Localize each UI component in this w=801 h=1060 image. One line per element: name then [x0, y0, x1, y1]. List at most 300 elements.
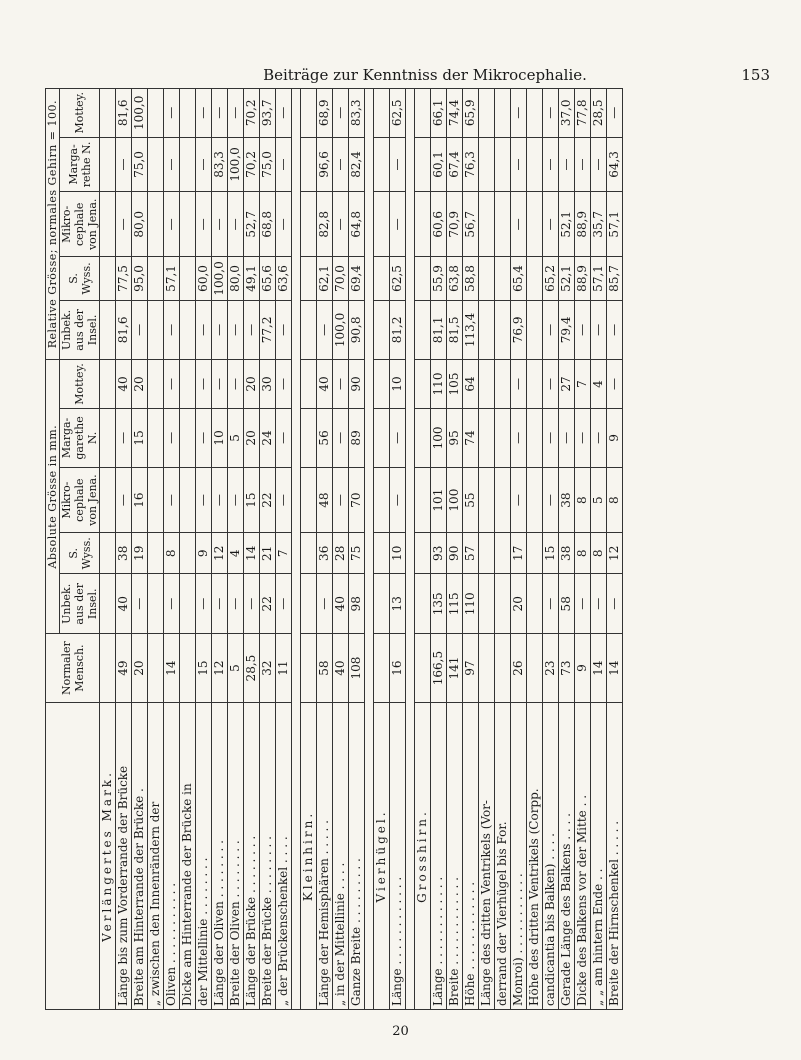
empty-cell	[374, 468, 390, 533]
cell-abs-1: 21	[260, 533, 276, 574]
cell-rel-4	[495, 89, 511, 138]
row-label: der Mittellinie . . . . . . . .	[196, 703, 212, 1010]
cell-abs-0: —	[164, 574, 180, 634]
empty-cell	[301, 408, 317, 467]
cell-abs-2	[479, 468, 495, 533]
cell-abs-0: —	[196, 574, 212, 634]
cell-abs-0: 40	[333, 574, 349, 634]
cell-normal: 9	[575, 634, 591, 703]
cell-rel-3: —	[276, 137, 292, 192]
cell-rel-4: 83,3	[349, 89, 365, 138]
cell-abs-4: —	[543, 360, 559, 409]
cell-abs-4: —	[164, 360, 180, 409]
cell-rel-0: —	[543, 300, 559, 360]
cell-abs-2: —	[228, 468, 244, 533]
table-row	[196, 89, 212, 1010]
cell-rel-1: 80,0	[228, 257, 244, 300]
cell-rel-0: 81,6	[116, 300, 132, 360]
cell-rel-3: —	[196, 137, 212, 192]
cell-rel-0: 81,2	[390, 300, 406, 360]
cell-rel-3: 76,3	[463, 137, 479, 192]
cell-abs-3: 5	[228, 408, 244, 467]
rotated-table-frame	[45, 88, 767, 1010]
row-label: „ der Brückenschenkel . . . .	[276, 703, 292, 1010]
empty-cell	[301, 468, 317, 533]
cell-rel-0	[148, 300, 164, 360]
row-label: Breite der Hirnschenkel . . . . .	[607, 703, 623, 1010]
table-row	[511, 89, 527, 1010]
cell-abs-0	[148, 574, 164, 634]
empty-cell	[301, 192, 317, 257]
cell-normal: 14	[607, 634, 623, 703]
table-body	[100, 89, 623, 1010]
cell-abs-1: 57	[463, 533, 479, 574]
cell-abs-3: —	[511, 408, 527, 467]
cell-normal: 12	[212, 634, 228, 703]
cell-abs-3: —	[276, 408, 292, 467]
cell-abs-1: 4	[228, 533, 244, 574]
cell-abs-2: —	[212, 468, 228, 533]
cell-abs-3: 100	[431, 408, 447, 467]
table-row	[463, 89, 479, 1010]
cell-rel-2: —	[212, 192, 228, 257]
empty-cell	[374, 89, 390, 138]
cell-rel-3	[495, 137, 511, 192]
row-label: Oliven . . . . . . . . . . .	[164, 703, 180, 1010]
cell-rel-2: 70,9	[447, 192, 463, 257]
empty-cell	[301, 257, 317, 300]
cell-rel-0: 113,4	[463, 300, 479, 360]
cell-abs-1: 10	[390, 533, 406, 574]
cell-rel-1	[479, 257, 495, 300]
cell-rel-4: 81,6	[116, 89, 132, 138]
cell-normal: 49	[116, 634, 132, 703]
cell-rel-4	[527, 89, 543, 138]
row-label: Ganze Breite . . . . . . . . .	[349, 703, 365, 1010]
table-row	[228, 89, 244, 1010]
cell-abs-2: 48	[317, 468, 333, 533]
empty-cell	[374, 360, 390, 409]
cell-normal: 16	[390, 634, 406, 703]
cell-abs-4: —	[333, 360, 349, 409]
col-rel-4-header: Mottey.	[60, 89, 100, 138]
empty-cell	[415, 192, 431, 257]
cell-normal: 108	[349, 634, 365, 703]
empty-cell	[415, 574, 431, 634]
cell-rel-2: 82,8	[317, 192, 333, 257]
cell-rel-4: 62,5	[390, 89, 406, 138]
cell-rel-3: 82,4	[349, 137, 365, 192]
cell-abs-4: 20	[244, 360, 260, 409]
table-row	[495, 89, 511, 1010]
row-label: Länge des dritten Ventrikels (Vor-	[479, 703, 495, 1010]
cell-rel-2: —	[228, 192, 244, 257]
cell-normal: 32	[260, 634, 276, 703]
cell-abs-4: 7	[575, 360, 591, 409]
cell-abs-3: —	[164, 408, 180, 467]
cell-rel-2: 80,0	[132, 192, 148, 257]
cell-rel-3: —	[164, 137, 180, 192]
cell-rel-1: 88,9	[575, 257, 591, 300]
cell-abs-2: —	[390, 468, 406, 533]
row-label: Höhe des dritten Ventrikels (Corpp.	[527, 703, 543, 1010]
cell-rel-3: —	[511, 137, 527, 192]
empty-cell	[374, 574, 390, 634]
col-abs-3-header: Marga-garethe N.	[60, 408, 100, 467]
cell-rel-3: —	[543, 137, 559, 192]
empty-cell	[301, 634, 317, 703]
cell-rel-4: —	[276, 89, 292, 138]
cell-rel-3	[180, 137, 196, 192]
cell-abs-0: —	[591, 574, 607, 634]
cell-abs-1: 90	[447, 533, 463, 574]
empty-cell	[415, 257, 431, 300]
cell-abs-3: 24	[260, 408, 276, 467]
cell-rel-2	[479, 192, 495, 257]
row-label: Breite der Oliven . . . . . . . .	[228, 703, 244, 1010]
table-row	[559, 89, 575, 1010]
measurement-table	[45, 88, 623, 1010]
cell-abs-2: —	[116, 468, 132, 533]
cell-rel-1: 70,0	[333, 257, 349, 300]
cell-abs-2: —	[333, 468, 349, 533]
cell-abs-1: 14	[244, 533, 260, 574]
cell-abs-2: 5	[591, 468, 607, 533]
empty-cell	[415, 300, 431, 360]
cell-rel-1: 69,4	[349, 257, 365, 300]
cell-rel-3	[527, 137, 543, 192]
cell-rel-2: 35,7	[591, 192, 607, 257]
cell-rel-4: 68,9	[317, 89, 333, 138]
cell-rel-4	[180, 89, 196, 138]
spacer-cell	[365, 89, 374, 1010]
cell-abs-0: —	[228, 574, 244, 634]
table-row	[276, 89, 292, 1010]
cell-abs-4	[148, 360, 164, 409]
empty-cell	[100, 257, 116, 300]
cell-rel-1: 49,1	[244, 257, 260, 300]
cell-abs-1	[180, 533, 196, 574]
table-row	[244, 89, 260, 1010]
cell-rel-4: —	[212, 89, 228, 138]
col-abs-2-header: Mikro-cephale von Jena.	[60, 468, 100, 533]
cell-normal: 20	[132, 634, 148, 703]
cell-abs-1: 15	[543, 533, 559, 574]
cell-abs-1: 17	[511, 533, 527, 574]
cell-abs-4	[527, 360, 543, 409]
cell-abs-0: 20	[511, 574, 527, 634]
cell-abs-3	[479, 408, 495, 467]
cell-normal	[479, 634, 495, 703]
cell-rel-0	[180, 300, 196, 360]
cell-rel-2	[180, 192, 196, 257]
cell-rel-2: —	[511, 192, 527, 257]
cell-rel-0: —	[132, 300, 148, 360]
row-label: Länge der Oliven . . . . . . . .	[212, 703, 228, 1010]
cell-normal	[527, 634, 543, 703]
cell-rel-2: 56,7	[463, 192, 479, 257]
cell-abs-0: 135	[431, 574, 447, 634]
row-label: Breite . . . . . . . . . . . .	[447, 703, 463, 1010]
cell-rel-4: 74,4	[447, 89, 463, 138]
cell-rel-0: 77,2	[260, 300, 276, 360]
table-row	[333, 89, 349, 1010]
cell-abs-4: —	[511, 360, 527, 409]
table-row	[260, 89, 276, 1010]
cell-normal: 141	[447, 634, 463, 703]
cell-rel-2: —	[116, 192, 132, 257]
cell-rel-2: 88,9	[575, 192, 591, 257]
cell-abs-2: —	[196, 468, 212, 533]
cell-abs-0: —	[132, 574, 148, 634]
cell-abs-1: 38	[559, 533, 575, 574]
col-abs-1-header: S. Wyss.	[60, 533, 100, 574]
section-title: Grosshirn.	[415, 703, 431, 1010]
cell-rel-4: —	[333, 89, 349, 138]
section-row	[374, 89, 390, 1010]
cell-rel-4: —	[543, 89, 559, 138]
cell-abs-1: 8	[575, 533, 591, 574]
spacer-cell	[406, 89, 415, 1010]
spacer-row	[406, 89, 415, 1010]
cell-normal: 28,5	[244, 634, 260, 703]
cell-rel-0	[527, 300, 543, 360]
empty-cell	[301, 574, 317, 634]
cell-rel-0: —	[317, 300, 333, 360]
cell-abs-3: 15	[132, 408, 148, 467]
table-wrap	[45, 88, 767, 1010]
cell-rel-4: —	[228, 89, 244, 138]
cell-abs-1: 8	[591, 533, 607, 574]
table-row	[390, 89, 406, 1010]
cell-abs-2: 22	[260, 468, 276, 533]
col-normal-header: Normaler Mensch.	[46, 634, 100, 703]
row-label: Länge . . . . . . . . . . . .	[390, 703, 406, 1010]
cell-rel-4: 28,5	[591, 89, 607, 138]
cell-abs-1: 8	[164, 533, 180, 574]
cell-abs-2	[527, 468, 543, 533]
spacer-row	[365, 89, 374, 1010]
cell-abs-4: 27	[559, 360, 575, 409]
empty-cell	[301, 300, 317, 360]
footer-number: 20	[392, 1024, 409, 1039]
cell-abs-0	[180, 574, 196, 634]
cell-abs-4: 30	[260, 360, 276, 409]
cell-abs-2: 8	[607, 468, 623, 533]
cell-normal	[180, 634, 196, 703]
empty-cell	[415, 533, 431, 574]
cell-rel-3: —	[116, 137, 132, 192]
cell-rel-4: 77,8	[575, 89, 591, 138]
table-row	[447, 89, 463, 1010]
cell-abs-1: 19	[132, 533, 148, 574]
cell-abs-1: 36	[317, 533, 333, 574]
cell-abs-2: 55	[463, 468, 479, 533]
cell-abs-4: —	[196, 360, 212, 409]
cell-rel-3: 60,1	[431, 137, 447, 192]
cell-normal: 40	[333, 634, 349, 703]
cell-rel-3: 67,4	[447, 137, 463, 192]
group-relative-header: Relative Grösse; normales Gehirn = 100.	[46, 89, 60, 360]
cell-abs-1: 75	[349, 533, 365, 574]
cell-rel-4	[148, 89, 164, 138]
cell-normal: 14	[591, 634, 607, 703]
table-row	[591, 89, 607, 1010]
cell-normal: 73	[559, 634, 575, 703]
section-row	[415, 89, 431, 1010]
cell-rel-2: —	[543, 192, 559, 257]
cell-rel-2: —	[333, 192, 349, 257]
cell-rel-0: 81,1	[431, 300, 447, 360]
cell-abs-2	[495, 468, 511, 533]
page-number: 153	[741, 66, 770, 84]
empty-cell	[100, 300, 116, 360]
cell-abs-1	[479, 533, 495, 574]
row-label: „ in der Mittellinie . . . .	[333, 703, 349, 1010]
cell-rel-0: —	[164, 300, 180, 360]
cell-rel-0: 76,9	[511, 300, 527, 360]
cell-abs-0: —	[212, 574, 228, 634]
cell-abs-3	[495, 408, 511, 467]
cell-abs-0	[495, 574, 511, 634]
cell-normal	[495, 634, 511, 703]
cell-rel-1: 63,6	[276, 257, 292, 300]
empty-cell	[100, 408, 116, 467]
cell-abs-3: —	[575, 408, 591, 467]
cell-rel-2: —	[164, 192, 180, 257]
cell-abs-4: 110	[431, 360, 447, 409]
cell-rel-1	[148, 257, 164, 300]
table-row	[349, 89, 365, 1010]
group-header-row	[46, 89, 60, 1010]
col-rel-3-header: Marga-rethe N.	[60, 137, 100, 192]
spacer-row	[292, 89, 301, 1010]
cell-abs-3	[148, 408, 164, 467]
empty-cell	[301, 360, 317, 409]
cell-abs-3	[527, 408, 543, 467]
cell-rel-3: —	[390, 137, 406, 192]
row-label: Länge bis zum Vorderrande der Brücke	[116, 703, 132, 1010]
col-abs-0-header: Unbek. aus der Insel.	[60, 574, 100, 634]
row-label: Gerade Länge des Balkens . . . .	[559, 703, 575, 1010]
cell-rel-4: 65,9	[463, 89, 479, 138]
cell-rel-2	[495, 192, 511, 257]
cell-rel-3: 75,0	[260, 137, 276, 192]
cell-normal: 15	[196, 634, 212, 703]
row-label: Breite am Hinterrande der Brücke .	[132, 703, 148, 1010]
row-label: Dicke des Balkens vor der Mitte . .	[575, 703, 591, 1010]
empty-cell	[374, 137, 390, 192]
cell-abs-2: 38	[559, 468, 575, 533]
cell-rel-1: 57,1	[164, 257, 180, 300]
cell-rel-1	[180, 257, 196, 300]
cell-rel-0: 79,4	[559, 300, 575, 360]
empty-cell	[415, 408, 431, 467]
cell-rel-2: 52,7	[244, 192, 260, 257]
col-rel-1-header: S. Wyss.	[60, 257, 100, 300]
cell-rel-3: —	[575, 137, 591, 192]
cell-abs-0: 40	[116, 574, 132, 634]
cell-rel-1: 65,4	[511, 257, 527, 300]
col-rel-2-header: Mikro-cephale von Jena.	[60, 192, 100, 257]
cell-abs-2	[180, 468, 196, 533]
cell-abs-1: 93	[431, 533, 447, 574]
cell-abs-1: 7	[276, 533, 292, 574]
cell-abs-4: 64	[463, 360, 479, 409]
row-label: derrand der Vierhügel bis For.	[495, 703, 511, 1010]
cell-abs-0	[527, 574, 543, 634]
empty-cell	[301, 89, 317, 138]
cell-abs-3: 56	[317, 408, 333, 467]
cell-abs-4: 40	[116, 360, 132, 409]
cell-normal: 58	[317, 634, 333, 703]
cell-rel-1: 85,7	[607, 257, 623, 300]
empty-cell	[374, 192, 390, 257]
cell-rel-3: 96,6	[317, 137, 333, 192]
empty-cell	[415, 360, 431, 409]
cell-abs-2	[148, 468, 164, 533]
cell-rel-4: —	[164, 89, 180, 138]
empty-cell	[415, 634, 431, 703]
cell-rel-3: 100,0	[228, 137, 244, 192]
row-label: Monroi) . . . . . . . . . . .	[511, 703, 527, 1010]
section-row	[100, 89, 116, 1010]
cell-abs-1: 28	[333, 533, 349, 574]
section-row	[301, 89, 317, 1010]
cell-rel-2: 57,1	[607, 192, 623, 257]
cell-abs-1: 12	[212, 533, 228, 574]
cell-abs-4	[180, 360, 196, 409]
cell-rel-1: 65,6	[260, 257, 276, 300]
row-label: Länge . . . . . . . . . . . .	[431, 703, 447, 1010]
cell-rel-0: 81,5	[447, 300, 463, 360]
cell-rel-3: 70,2	[244, 137, 260, 192]
cell-rel-2: 68,8	[260, 192, 276, 257]
row-label: Länge der Hemisphären . . . . .	[317, 703, 333, 1010]
cell-rel-3	[479, 137, 495, 192]
cell-abs-3: —	[543, 408, 559, 467]
cell-rel-2: —	[196, 192, 212, 257]
cell-abs-1: 12	[607, 533, 623, 574]
cell-rel-4: 93,7	[260, 89, 276, 138]
table-row	[543, 89, 559, 1010]
cell-abs-0: 98	[349, 574, 365, 634]
empty-cell	[100, 360, 116, 409]
cell-abs-0: 13	[390, 574, 406, 634]
cell-rel-0: —	[244, 300, 260, 360]
empty-cell	[100, 468, 116, 533]
cell-rel-1: 63,8	[447, 257, 463, 300]
empty-cell	[301, 533, 317, 574]
empty-cell	[374, 257, 390, 300]
cell-rel-0: —	[591, 300, 607, 360]
cell-abs-2: 70	[349, 468, 365, 533]
cell-rel-4: —	[511, 89, 527, 138]
cell-normal: 14	[164, 634, 180, 703]
table-row	[317, 89, 333, 1010]
table-row	[527, 89, 543, 1010]
cell-rel-1: 52,1	[559, 257, 575, 300]
cell-abs-4: —	[607, 360, 623, 409]
cell-abs-1	[148, 533, 164, 574]
cell-abs-0: 22	[260, 574, 276, 634]
empty-cell	[415, 137, 431, 192]
cell-abs-3: 89	[349, 408, 365, 467]
row-label: „ „ am hintern Ende . .	[591, 703, 607, 1010]
row-label: Dicke am Hinterrande der Brücke in	[180, 703, 196, 1010]
cell-abs-0: —	[244, 574, 260, 634]
spacer-cell	[292, 89, 301, 1010]
